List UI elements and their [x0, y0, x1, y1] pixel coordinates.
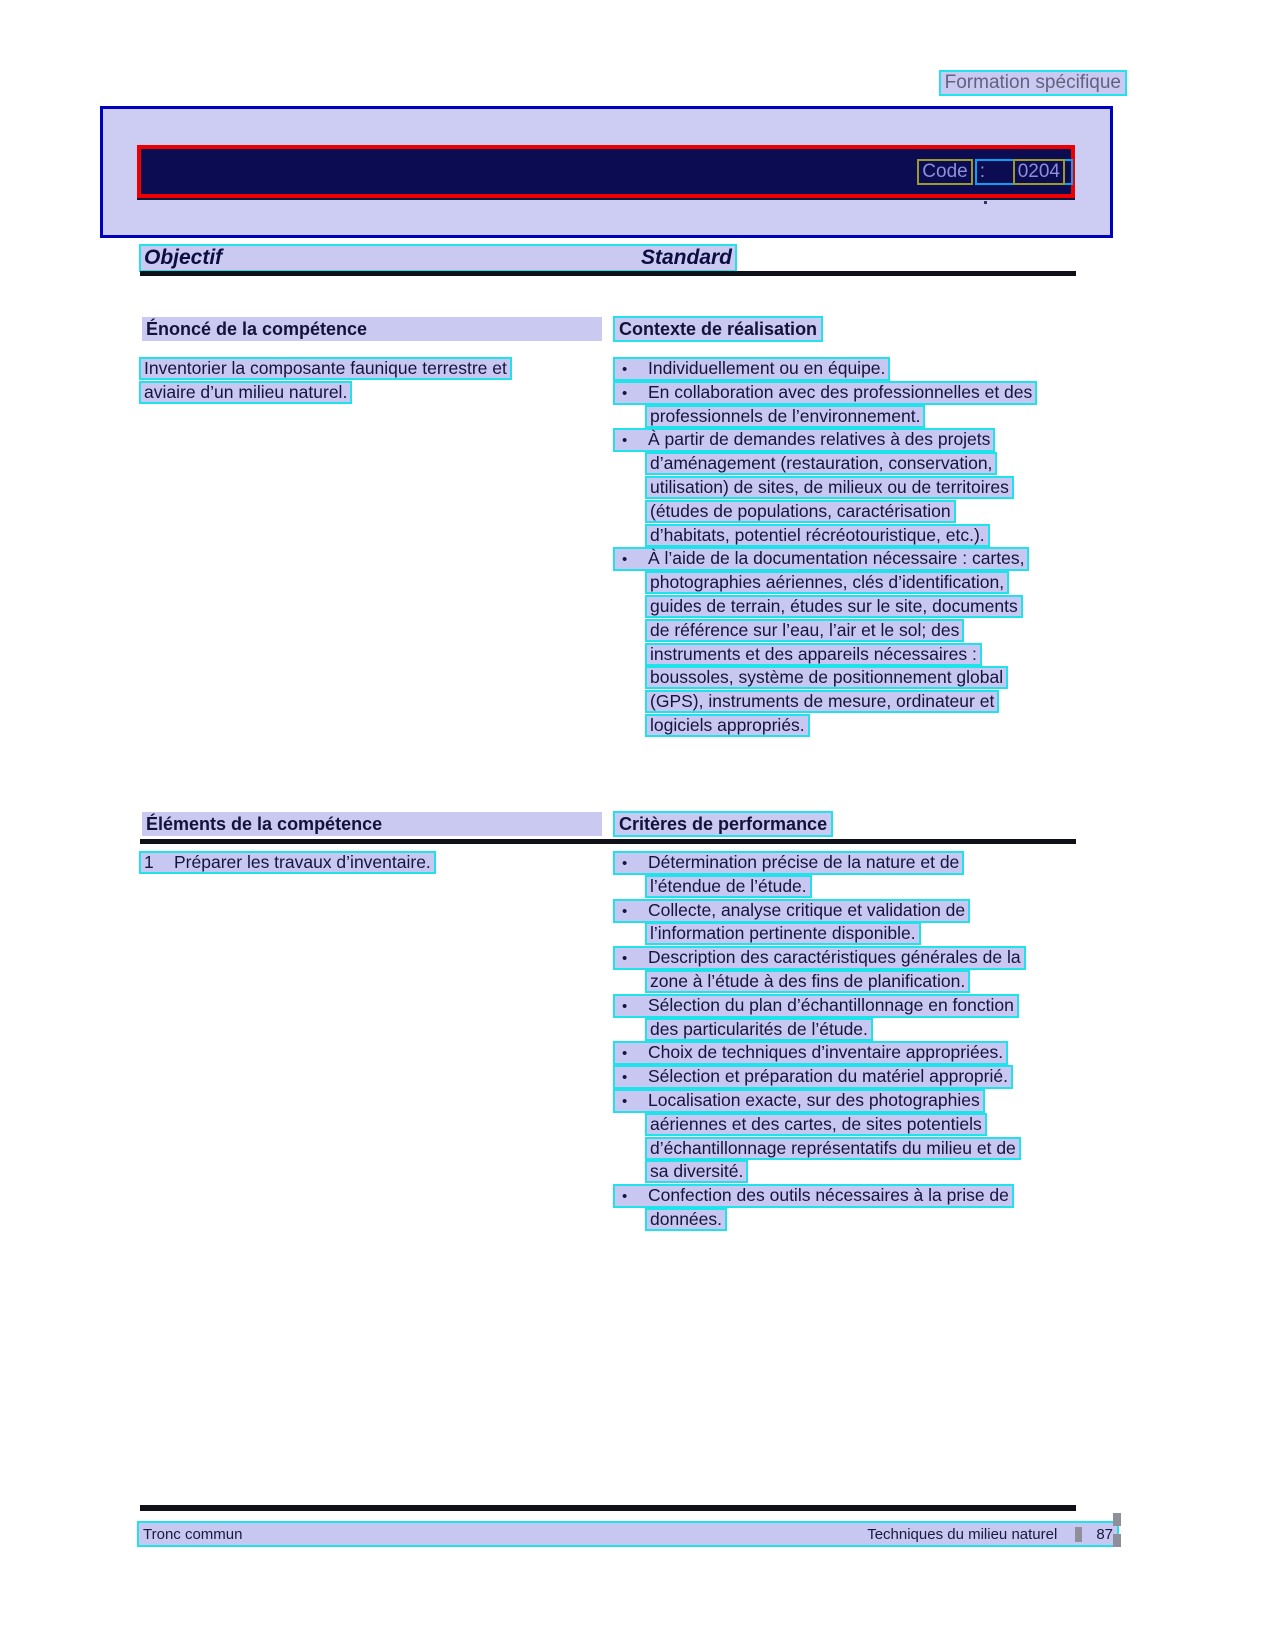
bullet-text: Confection des outils nécessaires à la prise de [648, 1185, 1009, 1206]
footer-right-text: Techniques du milieu naturel [867, 1525, 1058, 1543]
bullet-icon: • [622, 1188, 628, 1206]
bullet-line [613, 690, 1078, 714]
bullet-text: En collaboration avec des professionnelles et des [648, 381, 1033, 402]
bullet-text: guides de terrain, études sur le site, documents [650, 595, 1018, 616]
bullet-icon: • [622, 1092, 628, 1110]
elements-header: Éléments de la compétence [142, 812, 602, 836]
contexte-bullet-list [613, 357, 1078, 738]
bullet-text: d’échantillonnage représentatifs du milieu et de [650, 1137, 1016, 1158]
bullet-text: de référence sur l’eau, l’air et le sol; des [650, 619, 960, 640]
horizontal-rule [140, 271, 1076, 276]
criteres-header: Critères de performance [613, 811, 833, 837]
bullet-line [613, 1208, 1078, 1232]
bullet-text: (GPS), instruments de mesure, ordinateur et [650, 691, 995, 712]
bullet-line [613, 899, 1078, 923]
margin-mark-icon [1113, 1513, 1121, 1526]
bullet-line [613, 500, 1078, 524]
bullet-line [613, 428, 1078, 452]
horizontal-rule [140, 839, 1076, 844]
bullet-line [613, 1184, 1078, 1208]
bullet-line [613, 666, 1078, 690]
bullet-icon: • [622, 855, 628, 872]
bullet-text: zone à l’étude à des fins de planification. [650, 970, 966, 991]
page-number: 87 [1096, 1525, 1113, 1543]
bullet-text: Choix de techniques d’inventaire appropriées. [648, 1042, 1004, 1063]
bullet-line [613, 1018, 1078, 1042]
bullet-text: instruments et des appareils nécessaires : [650, 643, 977, 664]
bullet-icon: • [622, 1069, 628, 1087]
code-separator: : [975, 159, 1073, 185]
bullet-text: À l’aide de la documentation nécessaire : cartes, [648, 548, 1025, 569]
header-banner [100, 106, 1113, 238]
bullet-line [613, 714, 1078, 738]
bullet-text: photographies aériennes, clés d’identification, [650, 572, 1005, 593]
bullet-line [613, 1089, 1078, 1113]
bullet-line [613, 619, 1078, 643]
bullet-text: professionnels de l’environnement. [650, 405, 921, 426]
bullet-line [613, 922, 1078, 946]
bullet-icon: • [622, 384, 628, 402]
bullet-line [613, 452, 1078, 476]
bullet-text: l’étendue de l’étude. [650, 875, 807, 896]
bullet-text: Localisation exacte, sur des photographies [648, 1089, 980, 1110]
bullet-text: des particularités de l’étude. [650, 1018, 868, 1039]
standard-title: Standard [640, 246, 732, 269]
criteres-bullet-list [613, 851, 1078, 1232]
footer-left-text: Tronc commun [143, 1525, 243, 1543]
title-banner-inner [137, 145, 1075, 198]
bullet-icon: • [622, 1045, 628, 1063]
statement-text: aviaire d’un milieu naturel. [144, 381, 348, 402]
corner-label: Formation spécifique [939, 70, 1127, 96]
bullet-line [613, 547, 1078, 571]
bullet-line [613, 381, 1078, 405]
bullet-line [613, 875, 1078, 899]
bullet-line [613, 476, 1078, 500]
bullet-line [613, 851, 1078, 875]
element-line [139, 851, 609, 875]
bullet-text: d’aménagement (restauration, conservation, [650, 453, 993, 474]
objectif-standard-row [139, 244, 737, 272]
bullet-icon: • [622, 902, 628, 920]
bullet-icon: • [622, 551, 628, 569]
bullet-text: Détermination précise de la nature et de [648, 852, 960, 872]
footer-rule [140, 1505, 1076, 1511]
objectif-title: Objectif [144, 246, 223, 269]
bullet-line [613, 1113, 1078, 1137]
bullet-text: Individuellement ou en équipe. [648, 358, 886, 378]
margin-mark-icon [1113, 1534, 1121, 1547]
code-value: 0204 [1013, 159, 1065, 185]
bullet-line [613, 571, 1078, 595]
element-text: Préparer les travaux d’inventaire. [174, 852, 431, 872]
code-label: Code [917, 159, 972, 185]
bullet-icon: • [622, 997, 628, 1015]
bullet-line [613, 1137, 1078, 1161]
bullet-line [613, 357, 1078, 381]
bullet-text: À partir de demandes relatives à des projets [648, 429, 991, 450]
enonce-header: Énoncé de la compétence [142, 317, 602, 341]
statement-line [139, 357, 609, 381]
bullet-line [613, 595, 1078, 619]
bullet-line [613, 946, 1078, 970]
bullet-line [613, 1041, 1078, 1065]
bullet-text: Description des caractéristiques générales de la [648, 947, 1021, 968]
contexte-header: Contexte de réalisation [613, 316, 823, 342]
bullet-line [613, 524, 1078, 548]
statement-line [139, 381, 609, 405]
bullet-text: Sélection du plan d’échantillonnage en fonction [648, 994, 1014, 1015]
bullet-text: aériennes et des cartes, de sites potentiels [650, 1113, 982, 1134]
bullet-text: boussoles, système de positionnement global [650, 667, 1004, 688]
bullet-line [613, 970, 1078, 994]
stray-mark [984, 201, 987, 204]
statement-text: Inventorier la composante faunique terrestre et [144, 358, 507, 378]
bullet-text: utilisation) de sites, de milieux ou de territoires [650, 476, 1009, 497]
bullet-icon: • [622, 950, 628, 968]
competence-statement [139, 357, 609, 405]
bullet-text: sa diversité. [650, 1161, 744, 1182]
bullet-text: d’habitats, potentiel récréotouristique, etc.). [650, 524, 985, 545]
bullet-text: logiciels appropriés. [650, 714, 805, 735]
bullet-line [613, 1160, 1078, 1184]
bullet-text: données. [650, 1208, 723, 1229]
bullet-text: Sélection et préparation du matériel approprié. [648, 1066, 1008, 1087]
footer-right-group [867, 1526, 1113, 1543]
bullet-icon: • [622, 361, 628, 378]
element-number: 1 [144, 852, 154, 872]
bullet-line [613, 1065, 1078, 1089]
bullet-line [613, 643, 1078, 667]
element-item [139, 851, 609, 875]
footer [137, 1521, 1119, 1547]
bullet-icon: • [622, 432, 628, 450]
bullet-text: Collecte, analyse critique et validation de [648, 899, 966, 920]
bullet-text: l’information pertinente disponible. [650, 923, 916, 944]
bullet-line [613, 405, 1078, 429]
bullet-line [613, 994, 1078, 1018]
bullet-text: (études de populations, caractérisation [650, 500, 951, 521]
paragraph-mark-icon [1075, 1527, 1082, 1542]
